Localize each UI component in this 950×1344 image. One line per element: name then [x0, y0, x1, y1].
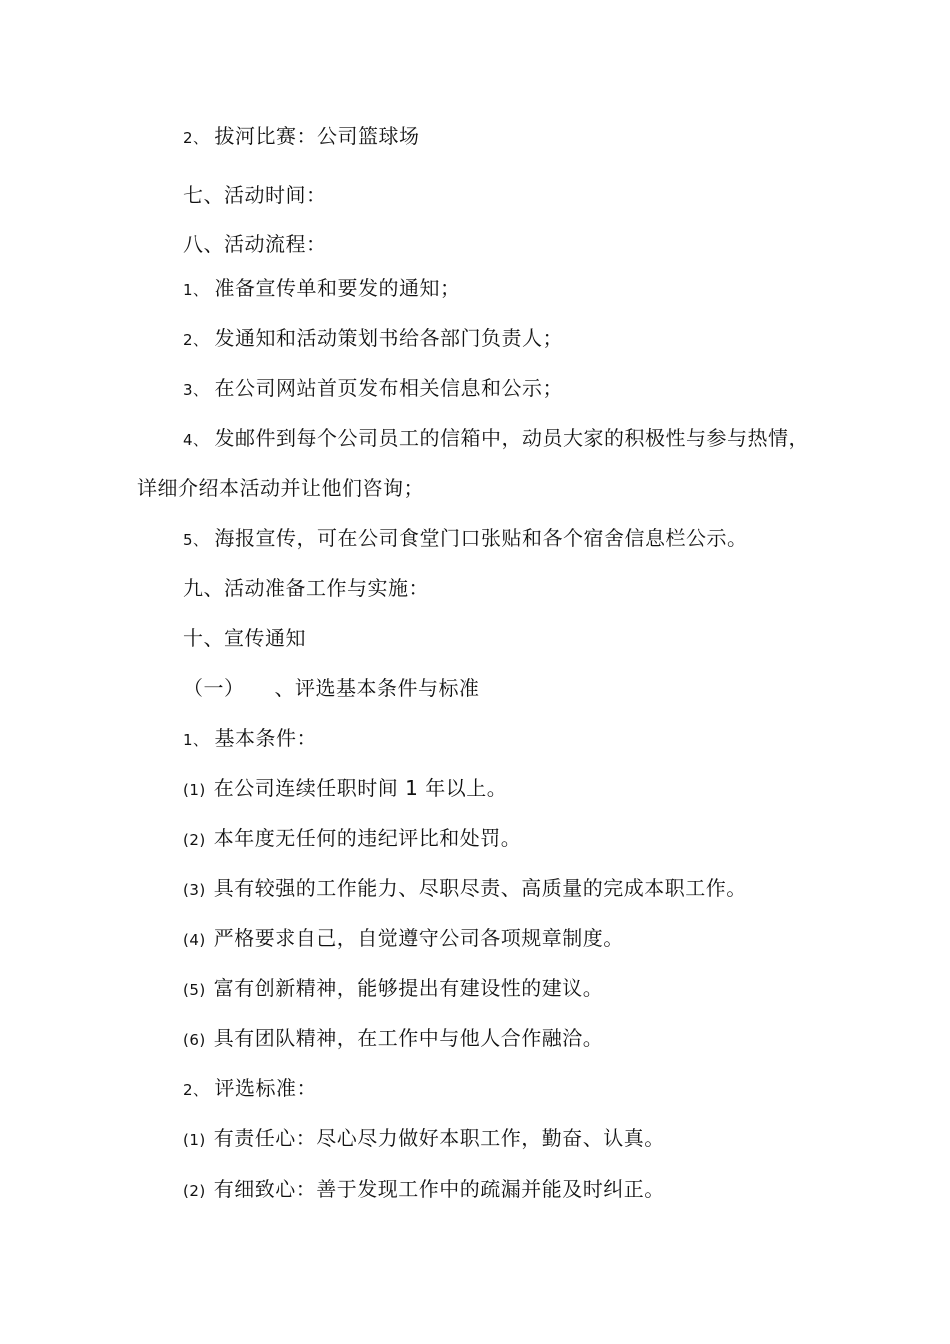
list-item — [183, 976, 603, 1002]
list-item — [183, 1026, 603, 1052]
heading-text: 九、活动准备工作与实施： — [183, 576, 429, 600]
list-item — [183, 1076, 317, 1102]
item-text: 具有较强的工作能力、尽职尽责、高质量的完成本职工作。 — [213, 876, 747, 900]
item-text: 评选标准： — [214, 1076, 318, 1100]
item-number: 1、 — [183, 731, 209, 749]
item-text: 有责任心：尽心尽力做好本职工作，勤奋、认真。 — [213, 1126, 665, 1150]
list-item — [183, 276, 461, 302]
list-item — [183, 376, 563, 402]
item-text: 富有创新精神，能够提出有建设性的建议。 — [213, 976, 604, 1000]
heading-text: 八、活动流程： — [183, 232, 327, 256]
list-item — [183, 726, 317, 752]
section-heading — [183, 232, 327, 256]
heading-text: 、评选基本条件与标准 — [274, 676, 480, 700]
list-item — [183, 326, 563, 352]
item-number: 3、 — [183, 381, 209, 399]
list-item — [183, 426, 809, 452]
item-text: 在公司连续任职时间 1 年以上。 — [213, 776, 508, 800]
list-item — [183, 1126, 665, 1152]
item-number: 2、 — [183, 129, 209, 147]
heading-text: 十、宣传通知 — [183, 626, 306, 650]
item-number: (5) — [183, 981, 206, 999]
list-item — [183, 526, 748, 552]
item-number: 4、 — [183, 431, 209, 449]
item-text: 详细介绍本活动并让他们咨询； — [137, 476, 424, 500]
list-item — [183, 876, 747, 902]
item-number: 2、 — [183, 331, 209, 349]
item-text: 严格要求自己，自觉遵守公司各项规章制度。 — [213, 926, 624, 950]
item-number: (6) — [183, 1031, 206, 1049]
item-number: (3) — [183, 881, 206, 899]
item-text: 海报宣传，可在公司食堂门口张贴和各个宿舍信息栏公示。 — [214, 526, 748, 550]
section-heading — [183, 183, 327, 207]
item-text: 准备宣传单和要发的通知； — [214, 276, 461, 300]
list-item — [183, 776, 507, 802]
item-number: 1、 — [183, 281, 209, 299]
item-text: 拔河比赛：公司篮球场 — [214, 124, 420, 148]
item-text: 在公司网站首页发布相关信息和公示； — [214, 376, 564, 400]
item-text: 基本条件： — [214, 726, 318, 750]
heading-text: 七、活动时间： — [183, 183, 327, 207]
subsection-label: （一） — [183, 676, 245, 700]
item-number: (2) — [183, 1182, 206, 1200]
section-heading — [183, 576, 429, 600]
item-text: 发通知和活动策划书给各部门负责人； — [214, 326, 564, 350]
list-item — [183, 926, 624, 952]
list-item — [183, 1177, 665, 1203]
paragraph-continuation — [137, 476, 424, 500]
item-number: (1) — [183, 781, 206, 799]
item-number: 5、 — [183, 531, 209, 549]
item-text: 有细致心：善于发现工作中的疏漏并能及时纠正。 — [213, 1177, 665, 1201]
item-text: 具有团队精神，在工作中与他人合作融洽。 — [213, 1026, 604, 1050]
section-heading — [183, 626, 306, 650]
item-number: (1) — [183, 1131, 206, 1149]
item-number: 2、 — [183, 1081, 209, 1099]
item-text: 本年度无任何的违纪评比和处罚。 — [213, 826, 522, 850]
subsection-heading — [183, 676, 480, 700]
list-item — [183, 826, 521, 852]
item-number: (2) — [183, 831, 206, 849]
item-text: 发邮件到每个公司员工的信箱中，动员大家的积极性与参与热情， — [214, 426, 810, 450]
list-item — [183, 124, 420, 150]
item-number: (4) — [183, 931, 206, 949]
